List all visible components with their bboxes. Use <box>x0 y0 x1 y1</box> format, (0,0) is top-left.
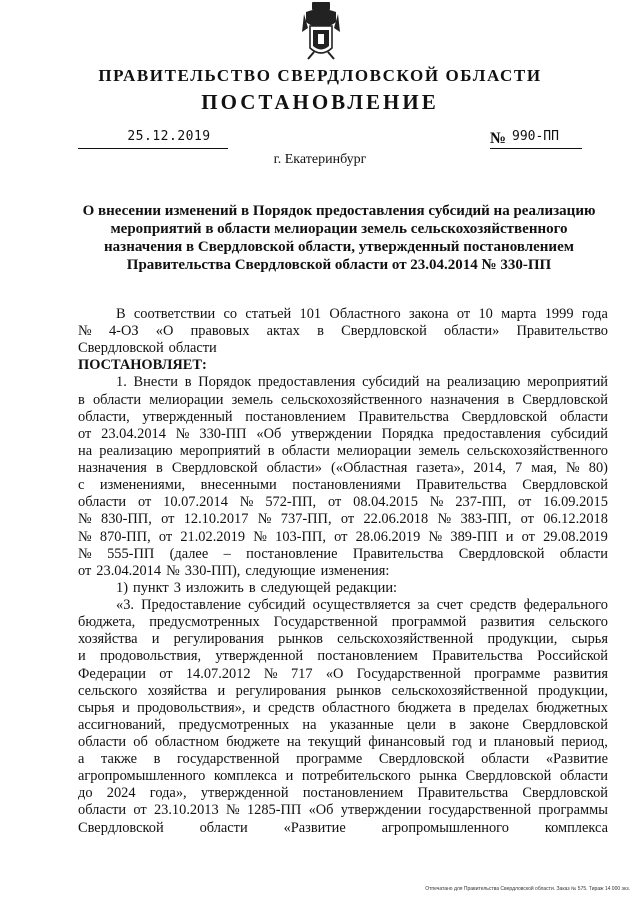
body-line: ПОСТАНОВЛЯЕТ: <box>78 357 207 374</box>
document-number: 990-ПП <box>512 129 559 144</box>
coat-of-arms-icon <box>302 2 340 60</box>
body-line: «3. Предоставление субсидий осуществляется за счет средств федерального <box>116 597 608 614</box>
body-line: № 830-ПП, от 12.10.2017 № 737-ПП, от 22.06.2018 № 383-ПП, от 06.12.2018 <box>78 511 608 528</box>
body-line: Свердловской области «Развитие агропромышленного комплекса <box>78 819 608 836</box>
body-line: агропромышленного комплекса и потребительского рынка Свердловской области <box>78 768 608 785</box>
body-line: в области мелиорации земель сельскохозяйственного назначения в Свердловской <box>78 391 608 408</box>
body-line: области об областном бюджете на текущий финансовый год и плановый период, <box>78 734 608 750</box>
body-line: 1. Внести в Порядок предоставления субсидий на реализацию мероприятий <box>116 374 608 391</box>
body-line: от 23.04.2014 № 330-ПП «Об утверждении Порядка предоставления субсидий <box>78 425 608 442</box>
document-date: 25.12.2019 <box>127 129 211 144</box>
body-line: сырья и продовольствия», и средств областного бюджета в пределах бюджетных <box>78 699 608 716</box>
body-line: ассигнований, предусмотренных на указанные цели в законе Свердловской <box>78 716 608 733</box>
body-line: бюджета, предусмотренных Государственной программой развития сельского <box>78 614 608 631</box>
body-line: В соответствии со статьей 101 Областного закона от 10 марта 1999 года <box>116 306 608 322</box>
body-line: № 555-ПП (далее – постановление Правительства Свердловской области <box>78 545 608 562</box>
body-line: хозяйства и регулирования рынков сельскохозяйственной продукции, сырья <box>78 631 608 648</box>
body-line: с изменениями, внесенными постановлениями Правительства Свердловской <box>78 477 608 494</box>
body-line: от 23.04.2014 № 330-ПП), следующие изменения: <box>78 562 390 579</box>
body-line: Федерации от 14.07.2012 № 717 «О Государственной программе развития <box>78 665 608 682</box>
number-underline <box>490 148 582 149</box>
document-title: О внесении изменений в Порядок предоставления субсидий на реализацию мероприятий в области мелиорации земель сельскохозяйственного назначения в Свердловской области, утвержденный постановлением Правительства Свердловской области от 23.04.2014 № 330-ПП <box>82 203 596 273</box>
document-type: ПОСТАНОВЛЕНИЕ <box>201 90 439 114</box>
body-line: до 2024 года», утвержденной постановлением Правительства Свердловской <box>78 785 608 802</box>
print-note: Отпечатано для Правительства Свердловской области. Заказ № 575. Тираж 14 000 экз. <box>425 886 630 892</box>
body-line: сельского хозяйства и регулирования рынков сельскохозяйственной продукции, <box>78 682 608 699</box>
body-line: № 870-ПП, от 21.02.2019 № 103-ПП, от 28.06.2019 № 389-ПП и от 29.08.2019 <box>78 528 608 545</box>
city: г. Екатеринбург <box>273 152 367 167</box>
body-line: и продовольствия, утвержденной постановлением Правительства Российской <box>78 648 608 665</box>
body-line: Свердловской области <box>78 340 217 357</box>
body-line: области от 23.10.2013 № 1285-ПП «Об утверждении государственной программы <box>78 802 608 819</box>
body-line: на реализацию мероприятий в области мелиорации земель сельскохозяйственного <box>78 442 608 459</box>
body-line: № 4-ОЗ «О правовых актах в Свердловской области» Правительство <box>78 323 608 340</box>
body-line: области, утвержденный постановлением Правительства Свердловской области <box>78 408 608 425</box>
number-sign: № <box>490 130 507 147</box>
organization-name: ПРАВИТЕЛЬСТВО СВЕРДЛОВСКОЙ ОБЛАСТИ <box>98 66 542 85</box>
body-line: области от 10.07.2014 № 572-ПП, от 08.04.2015 № 237-ПП, от 16.09.2015 <box>78 494 608 511</box>
date-underline <box>78 148 228 149</box>
body-line: назначения в Свердловской области» («Областная газета», 2014, 7 мая, № 80) <box>78 460 608 477</box>
body-line: 1) пункт 3 изложить в следующей редакции: <box>116 579 398 596</box>
body-line: а также в государственной программе Свердловской области «Развитие <box>78 751 608 768</box>
